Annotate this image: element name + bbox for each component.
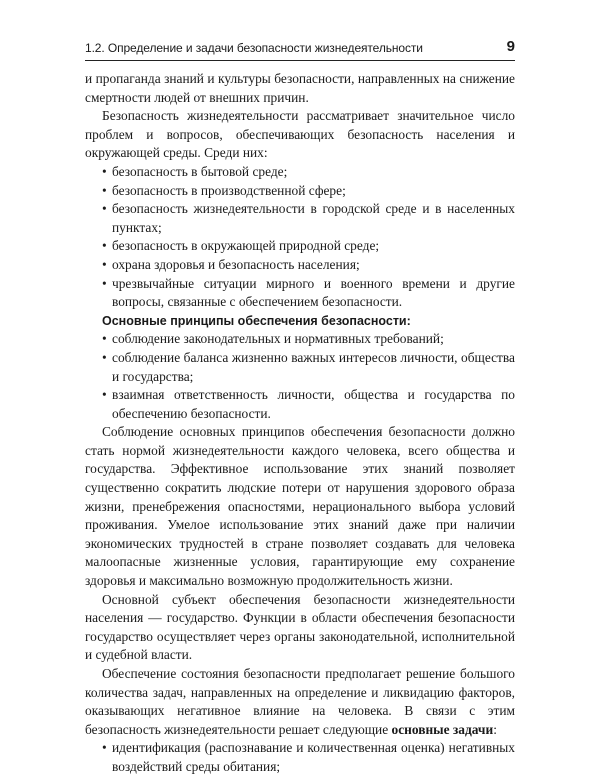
list-item: • безопасность в окружающей природной среде;: [85, 237, 515, 256]
paragraph-bzh-problems: Безопасность жизнедеятельности рассматривает значительное число проблем и вопросов, обеспечивающих безопасность населения и окружающей среды. Среди них:: [85, 108, 515, 161]
list-item: • соблюдение баланса жизненно важных интересов личности, общества и государства;: [102, 349, 515, 384]
page-body: [85, 70, 515, 777]
list-item: • взаимная ответственность личности, общества и государства по обеспечению безопасности.: [102, 387, 515, 421]
bullet-icon: •: [102, 331, 107, 347]
bullet-icon: •: [102, 256, 107, 272]
list-principles: [85, 330, 515, 423]
bullet-icon: •: [102, 201, 107, 217]
subheading-principles: Основные принципы обеспечения безопасности:: [102, 313, 411, 328]
list-item: • безопасность в бытовой среде;: [85, 163, 515, 182]
list-item: • охрана здоровья и безопасность населения;: [85, 256, 515, 275]
list-item: • безопасность жизнедеятельности в городской среде и в населенных пунктах;: [102, 201, 515, 235]
main-tasks-bold: основные задачи: [391, 721, 494, 737]
list-item: • безопасность в производственной сфере;: [85, 182, 515, 201]
page-number: 9: [506, 38, 515, 55]
running-header: [85, 38, 515, 61]
bullet-icon: •: [102, 238, 107, 254]
bullet-icon: •: [102, 163, 107, 179]
bullet-icon: •: [102, 275, 107, 291]
bullet-icon: •: [102, 740, 107, 756]
bullet-icon: •: [102, 349, 107, 365]
paragraph-state-subject: Основной субъект обеспечения безопасности жизнедеятельности населения — государство. Функции в области обеспечения безопасности государство осуществляет через органы законодательной, исполнительной и судебной власти.: [85, 591, 515, 663]
paragraph-principles-norm: Соблюдение основных принципов обеспечения безопасности должно стать нормой жизнедеятельности каждого человека, всего общества и государства. Эффективное использование этих знаний позволяет существенно сократить людские потери от нарушения здорового образа жизни, пренебрежения опасностями, нерационального выбора условий проживания. Умелое использование этих знаний даже при наличии экономических трудностей в стране позволяет создавать для человека малоопасные жизненные условия, гарантирующие ему сохранение здоровья и максимально возможную продолжительность жизни.: [85, 424, 515, 589]
list-tasks: [85, 739, 515, 776]
list-item: • идентификация (распознавание и количественная оценка) негативных воздействий среды обитания;: [102, 740, 515, 774]
paragraph-continued: и пропаганда знаний и культуры безопасности, направленных на снижение смертности людей от внешних причин.: [85, 71, 515, 105]
list-safety-areas: [85, 163, 515, 312]
list-item: • соблюдение законодательных и нормативных требований;: [85, 330, 515, 349]
bullet-icon: •: [102, 182, 107, 198]
section-title: 1.2. Определение и задачи безопасности жизнедеятельности: [85, 41, 423, 55]
bullet-icon: •: [102, 387, 107, 403]
list-item: • чрезвычайные ситуации мирного и военного времени и другие вопросы, связанные с обеспечением безопасности.: [102, 275, 515, 310]
paragraph-main-tasks: Обеспечение состояния безопасности предполагает решение большого количества задач, направленных на определение и ликвидацию факторов, оказывающих негативное влияние на человека. В связи с этим безопасность жизнедеятельности решает следующие основные задачи:: [85, 666, 515, 737]
